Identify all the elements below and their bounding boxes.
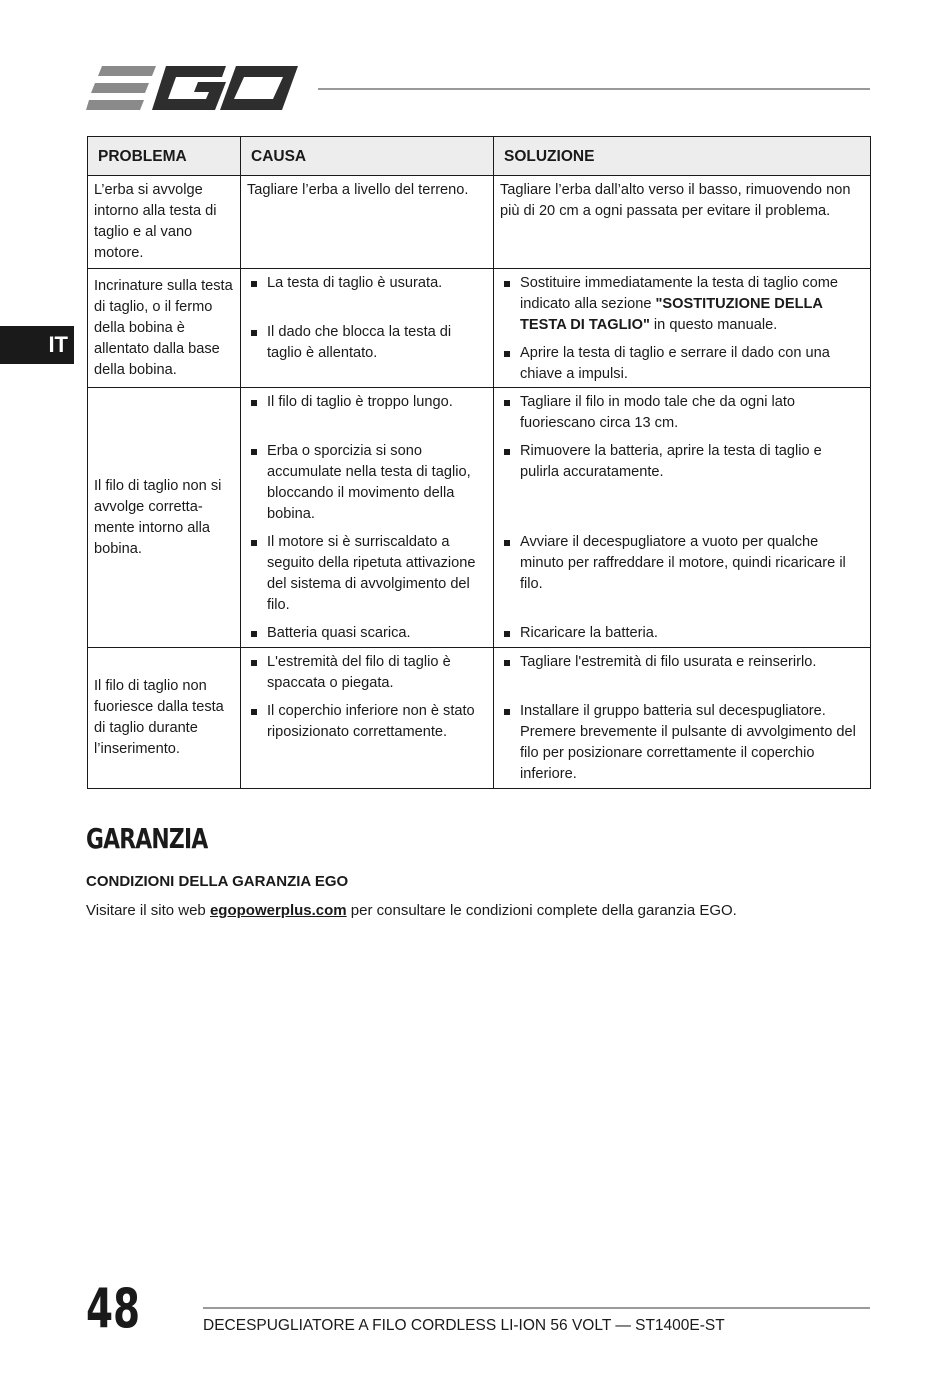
warranty-title: GARANZIA (86, 822, 208, 855)
header-problem: PROBLEMA (88, 137, 241, 176)
cause-cell (241, 648, 494, 789)
list-item: Batteria quasi scarica. (247, 623, 487, 644)
table-row (88, 388, 871, 648)
list-item: Erba o sporcizia si sono accumulate nella testa di taglio, bloccando il movimento della bobina. (247, 441, 487, 525)
list-item: Il motore si è surriscaldato a seguito della ripetuta attivazione del sistema di avvolgimento del filo. (247, 532, 487, 616)
problem-cell: Il filo di taglio non si avvolge corretta-mente intorno alla bobina. (88, 388, 241, 648)
solution-cell (494, 648, 871, 789)
warranty-subtitle: CONDIZIONI DELLA GARANZIA EGO (86, 873, 349, 890)
table-row (88, 648, 871, 789)
solution-cell (494, 388, 871, 648)
cause-cell (241, 388, 494, 648)
warranty-text: Visitare il sito web egopowerplus.com per consultare le condizioni complete della garanzia EGO. (86, 902, 737, 919)
header-rule (318, 88, 870, 90)
cause-cell: Tagliare l’erba a livello del terreno. (241, 176, 494, 269)
troubleshooting-table (87, 136, 871, 789)
table-header-row (88, 137, 871, 176)
list-item: Il dado che blocca la testa di taglio è allentato. (247, 322, 487, 364)
problem-cell: L’erba si avvolge intorno alla testa di taglio e al vano motore. (88, 176, 241, 269)
problem-cell: Incrinature sulla testa di taglio, o il fermo della bobina è allentato dalla base della bobina. (88, 269, 241, 388)
list-item: Il coperchio inferiore non è stato riposizionato correttamente. (247, 701, 487, 743)
header-solution: SOLUZIONE (494, 137, 871, 176)
problem-cell: Il filo di taglio non fuoriesce dalla testa di taglio durante l’inserimento. (88, 648, 241, 789)
table-row (88, 176, 871, 269)
list-item: Rimuovere la batteria, aprire la testa di taglio e pulirla accuratamente. (500, 441, 864, 483)
list-item: Aprire la testa di taglio e serrare il dado con una chiave a impulsi. (500, 343, 864, 385)
footer-rule (203, 1307, 870, 1309)
page-number: 48 (86, 1277, 141, 1340)
header-cause: CAUSA (241, 137, 494, 176)
list-item: Tagliare il filo in modo tale che da ogni lato fuoriescano circa 13 cm. (500, 392, 864, 434)
section-reference: "SOSTITUZIONE DELLA TESTA DI TAGLIO" (520, 296, 823, 333)
list-item: Il filo di taglio è troppo lungo. (247, 392, 487, 413)
footer-product-title: DECESPUGLIATORE A FILO CORDLESS LI-ION 56 VOLT — ST1400E-ST (203, 1317, 725, 1334)
solution-cell: Tagliare l’erba dall’alto verso il basso, rimuovendo non più di 20 cm a ogni passata per evitare il problema. (494, 176, 871, 269)
list-item: Tagliare l'estremità di filo usurata e reinserirlo. (500, 652, 864, 673)
list-item: Ricaricare la batteria. (500, 623, 864, 644)
cause-cell (241, 269, 494, 388)
solution-cell (494, 269, 871, 388)
list-item: Avviare il decespugliatore a vuoto per qualche minuto per raffreddare il motore, quindi ricaricare il filo. (500, 532, 864, 595)
table-row (88, 269, 871, 388)
language-tab: IT (0, 326, 74, 364)
ego-logo (86, 64, 298, 114)
list-item: La testa di taglio è usurata. (247, 273, 487, 294)
list-item: Sostituire immediatamente la testa di taglio come indicato alla sezione "SOSTITUZIONE DELLA TESTA DI TAGLIO" in questo manuale. (500, 273, 864, 336)
warranty-link[interactable]: egopowerplus.com (209, 902, 347, 919)
list-item: Installare il gruppo batteria sul decespugliatore. Premere brevemente il pulsante di avvolgimento del filo per posizionare correttamente il coperchio inferiore. (500, 701, 864, 785)
list-item: L'estremità del filo di taglio è spaccata o piegata. (247, 652, 487, 694)
